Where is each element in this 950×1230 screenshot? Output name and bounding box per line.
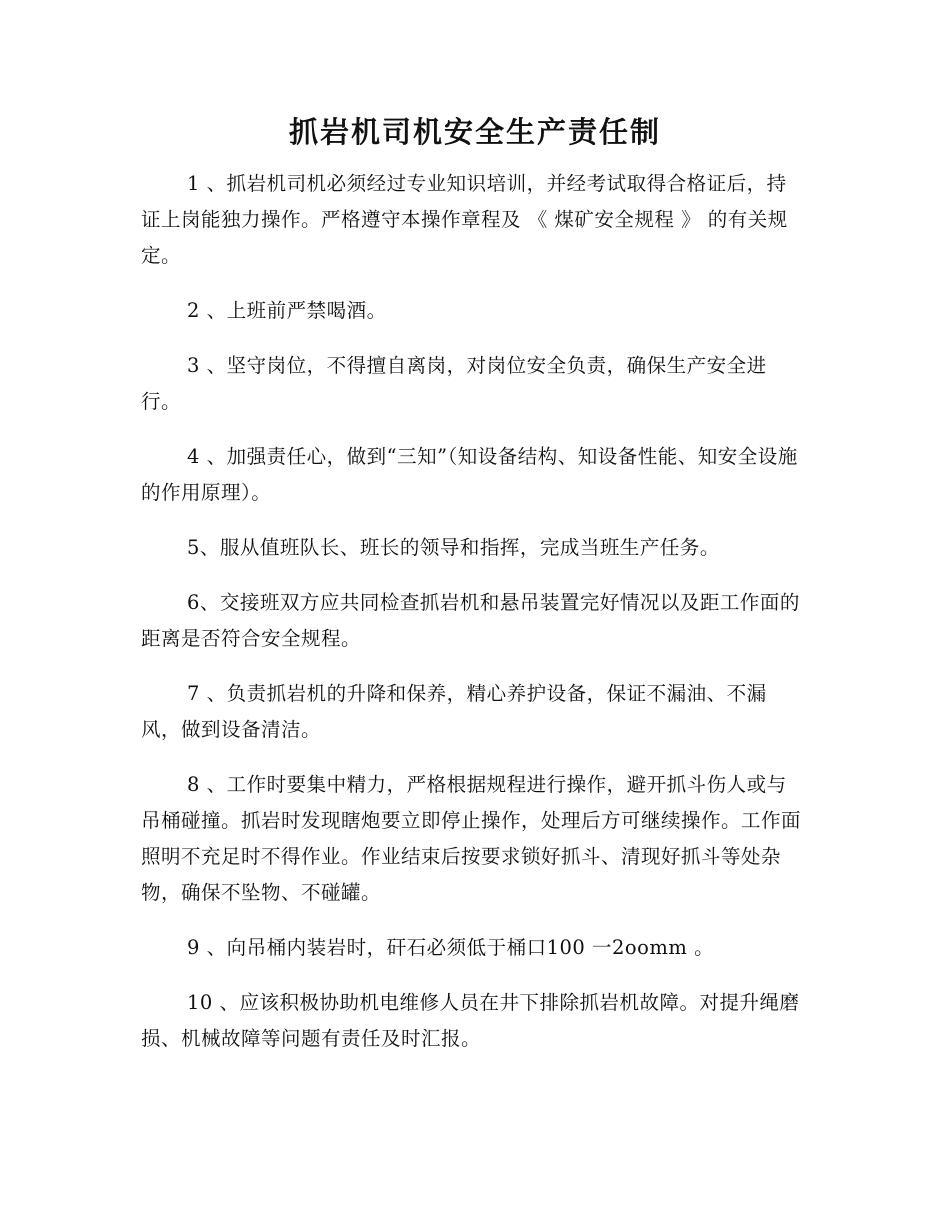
- clause-4: 4 、加强责任心，做到“三知”（知设备结构、知设备性能、知安全设施的作用原理）。: [141, 445, 798, 504]
- clause-10: 10 、应该积极协助机电维修人员在井下排除抓岩机故障。对提升绳磨损、机械故障等问题有责任及时汇报。: [141, 991, 800, 1050]
- clause-7: 7 、负责抓岩机的升降和保养，精心养护设备，保证不漏油、不漏风，做到设备清洁。: [141, 682, 767, 741]
- clause-1: 1 、抓岩机司机必须经过专业知识培训，并经考试取得合格证后，持证上岗能独力操作。严格遵守本操作章程及 《 煤矿安全规程 》 的有关规定。: [141, 172, 788, 267]
- clause-list: [141, 166, 806, 1076]
- clause-9: 9 、向吊桶内装岩时，矸石必须低于桶口100 一2oomm 。: [187, 936, 715, 959]
- clause-8: 8 、工作时要集中精力，严格根据规程进行操作，避开抓斗伤人或与吊桶碰撞。抓岩时发现瞎炮要立即停止操作，处理后方可继续操作。工作面照明不充足时不得作业。作业结束后按要求锁好抓斗、清现好抓斗等处杂物，确保不坠物、不碰罐。: [141, 773, 802, 904]
- clause-6: 6、交接班双方应共同检查抓岩机和悬吊装置完好情况以及距工作面的距离是否符合安全规程。: [141, 591, 800, 650]
- clause-2: 2 、上班前严禁喝酒。: [187, 299, 387, 322]
- document-title: 抓岩机司机安全生产责任制: [288, 115, 661, 149]
- clause-3: 3 、坚守岗位，不得擅自离岗，对岗位安全负责，确保生产安全进行。: [141, 354, 767, 413]
- clause-5: 5、服从值班队长、班长的领导和指挥，完成当班生产任务。: [187, 536, 720, 559]
